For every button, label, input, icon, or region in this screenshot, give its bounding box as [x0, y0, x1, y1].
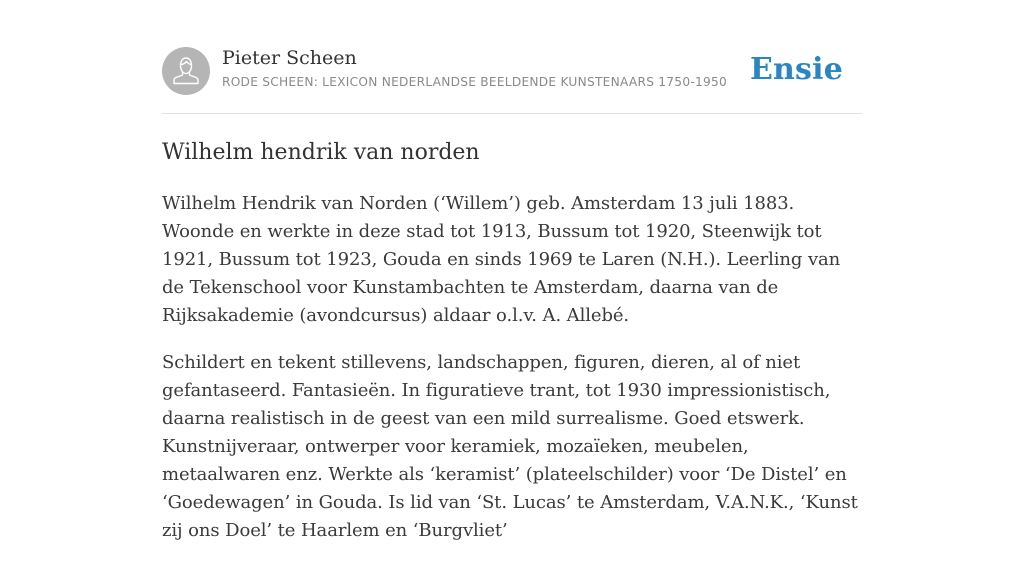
article-paragraph: Schildert en tekent stillevens, landschappen, figuren, dieren, al of niet gefantaseerd. Fantasieën. In figuratieve trant, tot 1930 impressionistisch, daarna realistisch in de geest van een mild surrealisme. Goed etswerk. Kunstnijveraar, ontwerper voor keramiek, mozaïeken, meubelen, metaalwaren enz. Werkte als ‘keramist’ (plateelschilder) voor ‘De Distel’ en ‘Goedewagen’ in Gouda. Is lid van ‘St. Lucas’ te Amsterdam, V.A.N.K., ‘Kunst zij ons Doel’ te Haarlem en ‘Burgvliet’	[162, 352, 858, 541]
author-header	[162, 46, 862, 96]
author-name[interactable]: Pieter Scheen	[222, 47, 357, 69]
article-paragraph: Wilhelm Hendrik van Norden (‘Willem’) geb. Amsterdam 13 juli 1883. Woonde en werkte in deze stad tot 1913, Bussum tot 1920, Steenwijk tot 1921, Bussum tot 1923, Gouda en sinds 1969 te Laren (N.H.). Leerling van de Tekenschool voor Kunstambachten te Amsterdam, daarna van de Rijksakademie (avondcursus) aldaar o.l.v. A. Allebé.	[162, 193, 841, 326]
page	[162, 0, 862, 541]
source-title[interactable]: RODE SCHEEN: LEXICON NEDERLANDSE BEELDENDE KUNSTENAARS 1750-1950	[222, 75, 727, 89]
header-divider	[162, 113, 862, 114]
user-avatar-icon	[162, 47, 210, 95]
brand-logo[interactable]: Ensie	[749, 52, 843, 87]
author-avatar[interactable]	[162, 47, 210, 95]
article-body	[162, 190, 862, 564]
article-title: Wilhelm hendrik van norden	[162, 140, 480, 165]
